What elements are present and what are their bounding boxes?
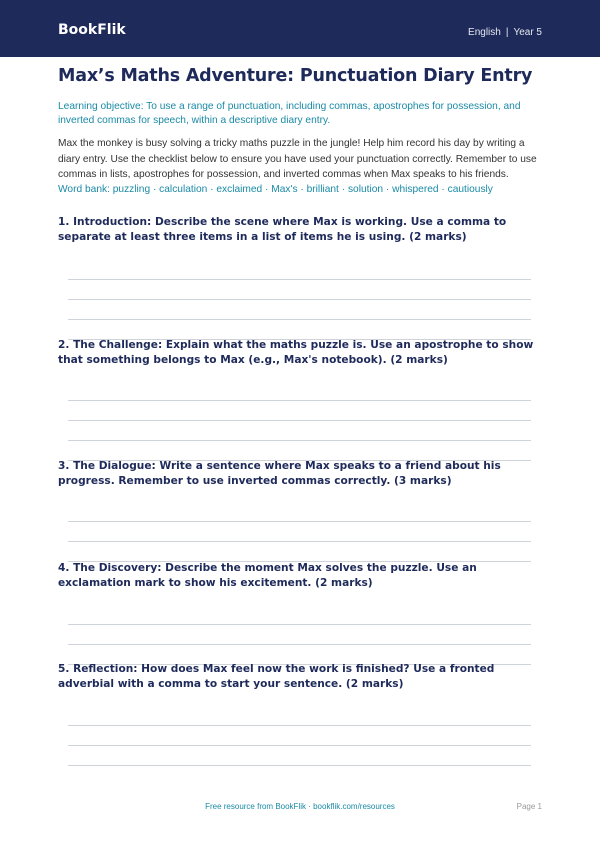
header-bar bbox=[0, 0, 600, 57]
question-5: 5. Reflection: How does Max feel now the work is finished? Use a fronted adverbial with a comma to start your sentence. (2 marks) bbox=[58, 663, 495, 690]
question-3: 3. The Dialogue: Write a sentence where Max speaks to a friend about his progress. Remember to use inverted commas correctly. (3 marks) bbox=[58, 460, 501, 487]
answer-line[interactable] bbox=[68, 725, 531, 726]
year-label: Year 5 bbox=[513, 27, 542, 38]
answer-line[interactable] bbox=[68, 279, 531, 280]
answer-line[interactable] bbox=[68, 541, 531, 542]
subject-year-meta bbox=[468, 27, 542, 38]
question-2: 2. The Challenge: Explain what the maths puzzle is. Use an apostrophe to show that something belongs to Max (e.g., Max's notebook). (2 marks) bbox=[58, 339, 534, 366]
brand-logo-text[interactable]: BookFlik bbox=[58, 22, 126, 38]
answer-line[interactable] bbox=[68, 420, 531, 421]
answer-line[interactable] bbox=[68, 440, 531, 441]
meta-separator: | bbox=[505, 27, 509, 38]
answer-line[interactable] bbox=[68, 644, 531, 645]
word-bank: Word bank: puzzling · calculation · exclaimed · Max's · brilliant · solution · whispered · cautiously bbox=[58, 184, 493, 195]
worksheet-title: Max’s Maths Adventure: Punctuation Diary Entry bbox=[58, 66, 533, 86]
learning-objective: Learning objective: To use a range of punctuation, including commas, apostrophes for possession, and inverted commas for speech, within a descriptive diary entry. bbox=[58, 101, 521, 126]
answer-line[interactable] bbox=[68, 624, 531, 625]
answer-line[interactable] bbox=[68, 400, 531, 401]
page-number: Page 1 bbox=[516, 802, 542, 811]
intro-paragraph: Max the monkey is busy solving a tricky maths puzzle in the jungle! Help him record his day by writing a diary entry. Use the checklist below to ensure you have used your punctuation correctly. Remember to use commas in lists, apostrophes for possession, and inverted commas when Max speaks to his friends. bbox=[58, 138, 537, 180]
answer-line[interactable] bbox=[68, 319, 531, 320]
answer-line[interactable] bbox=[68, 299, 531, 300]
answer-line[interactable] bbox=[68, 765, 531, 766]
question-4: 4. The Discovery: Describe the moment Max solves the puzzle. Use an exclamation mark to show his excitement. (2 marks) bbox=[58, 562, 477, 589]
subject-label: English bbox=[468, 27, 501, 38]
question-1: 1. Introduction: Describe the scene where Max is working. Use a comma to separate at least three items in a list of items he is using. (2 marks) bbox=[58, 216, 507, 243]
answer-line[interactable] bbox=[68, 745, 531, 746]
answer-line[interactable] bbox=[68, 521, 531, 522]
footer-credit[interactable]: Free resource from BookFlik · bookflik.com/resources bbox=[205, 802, 395, 811]
